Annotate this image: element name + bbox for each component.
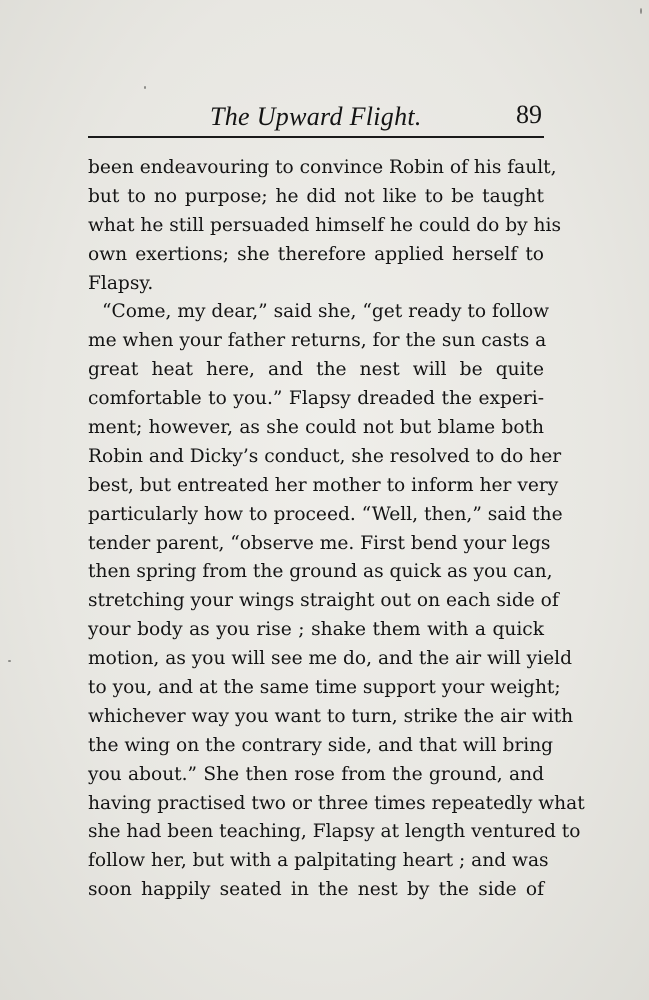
paper-speck [8, 660, 11, 662]
text-line: ment; however, as she could not but blame both [88, 417, 544, 439]
text-line: stretching your wings straight out on each side of [88, 590, 559, 612]
text-line: own exertions; she therefore applied herself to [88, 243, 544, 265]
text-line: best, but entreated her mother to inform her very [88, 474, 559, 496]
text-line: comfortable to you.” Flapsy dreaded the experi- [88, 388, 544, 410]
page-header [88, 96, 544, 136]
text-line: “Come, my dear,” said she, “get ready to follow [102, 301, 550, 323]
text-line: whichever way you want to turn, strike the air with [88, 705, 574, 727]
text-line: follow her, but with a palpitating heart ; and was [88, 850, 549, 872]
text-line: your body as you rise ; shake them with a quick [88, 619, 544, 641]
text-line: motion, as you will see me do, and the air will yield [88, 648, 572, 670]
text-line: particularly how to proceed. “Well, then,” said the [88, 503, 563, 525]
text-line: to you, and at the same time support your weight; [88, 677, 561, 699]
text-line: but to no purpose; he did not like to be taught [88, 185, 544, 207]
header-rule [88, 136, 544, 138]
text-line: me when your father returns, for the sun casts a [88, 330, 547, 352]
paper-speck [640, 8, 642, 14]
text-line: having practised two or three times repeatedly what [88, 792, 585, 814]
text-line: Flapsy. [88, 272, 154, 294]
text-line: Robin and Dicky’s conduct, she resolved to do her [88, 445, 562, 467]
body-text [88, 154, 585, 905]
text-line: she had been teaching, Flapsy at length ventured to [88, 821, 581, 843]
running-title: The Upward Flight. [210, 102, 422, 131]
text-line: you about.” She then rose from the ground, and [88, 763, 544, 785]
text-line: then spring from the ground as quick as you can, [88, 561, 553, 583]
text-line: tender parent, “observe me. First bend your legs [88, 532, 551, 554]
text-line: great heat here, and the nest will be quite [88, 359, 544, 381]
text-line: what he still persuaded himself he could do by his [88, 214, 561, 236]
paper-speck [144, 86, 146, 89]
text-line: the wing on the contrary side, and that will bring [88, 734, 554, 756]
text-line: been endeavouring to convince Robin of his fault, [88, 157, 557, 178]
text-line: soon happily seated in the nest by the side of [88, 879, 544, 901]
page-number: 89 [516, 100, 542, 129]
